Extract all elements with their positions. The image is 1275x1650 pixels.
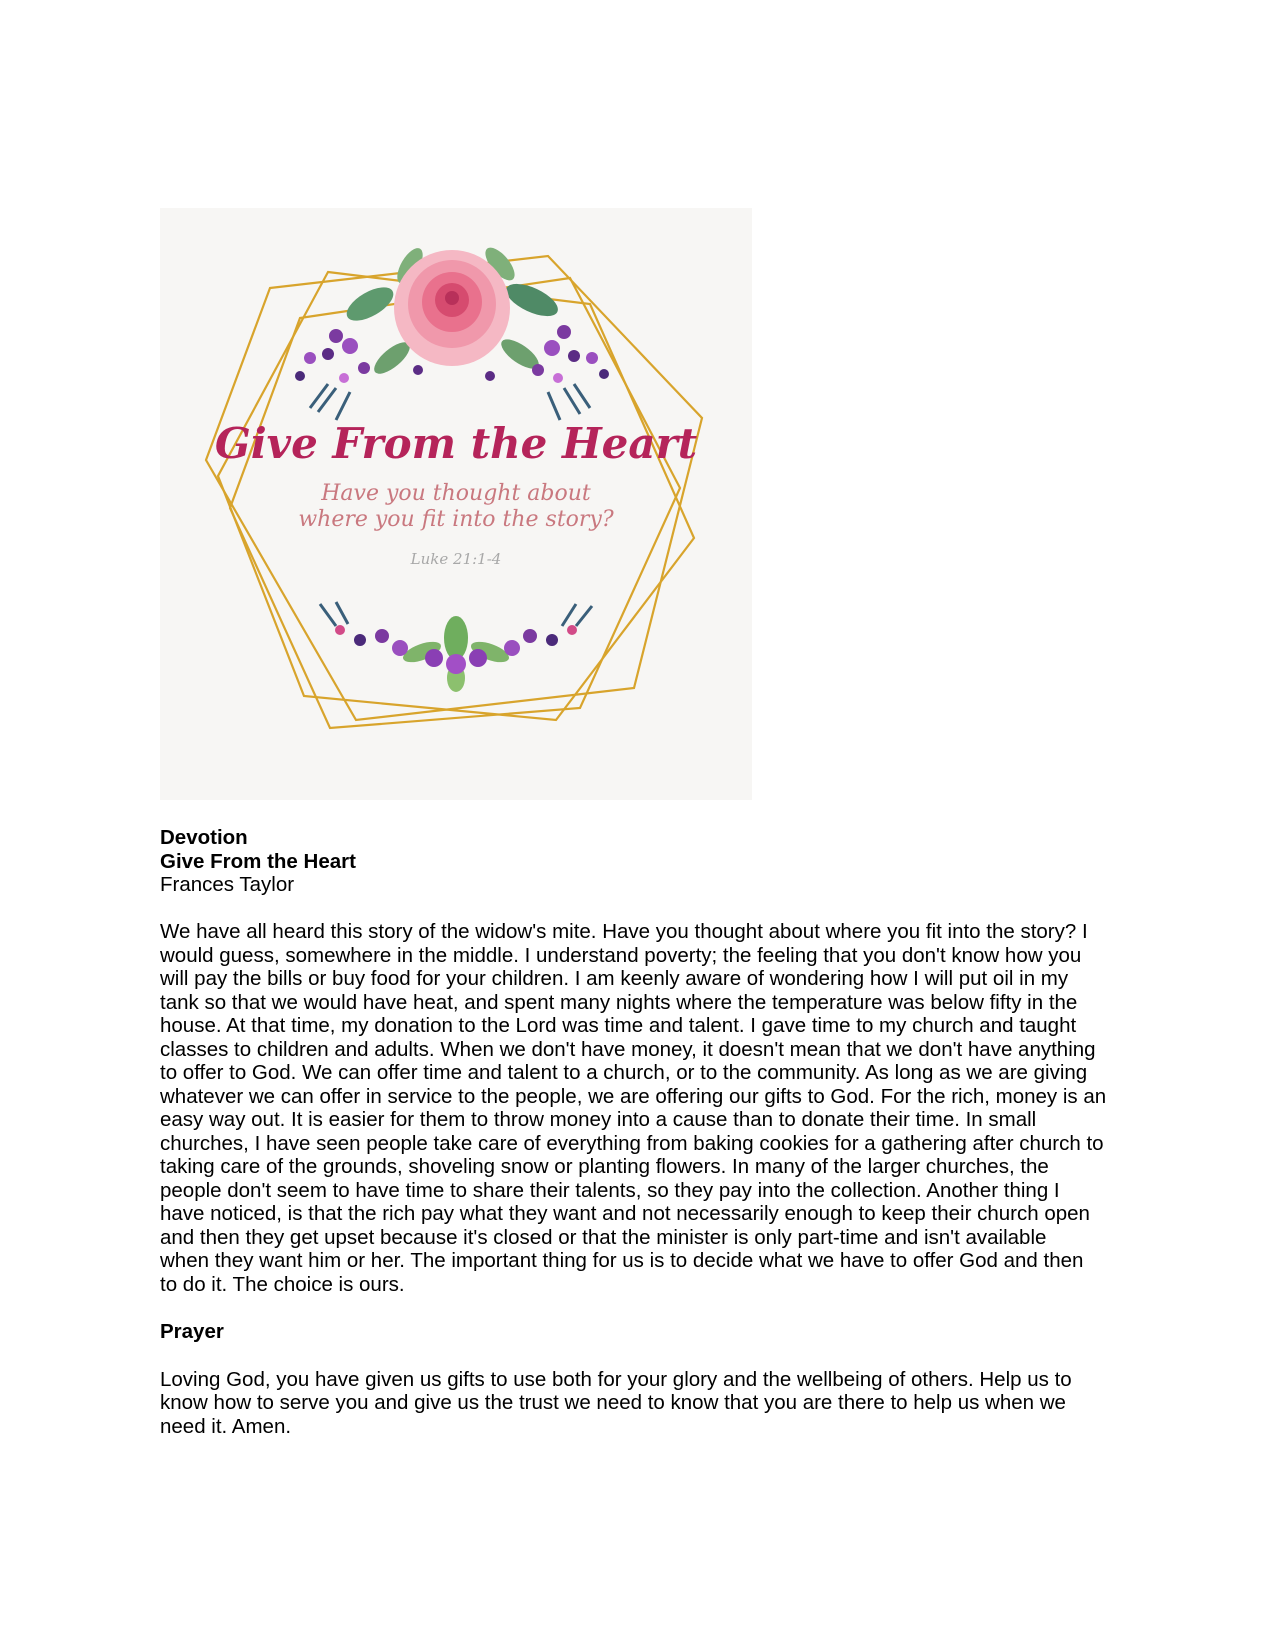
body-line: will pay the bills or buy food for your children. I am keenly aware of wondering how I will put oil in my — [160, 967, 1069, 990]
body-line: would guess, somewhere in the middle. I understand poverty; the feeling that you don't know how you — [160, 943, 1082, 967]
body-line: easy way out. It is easier for them to throw money into a cause than to donate their time. In small — [160, 1108, 1037, 1131]
graphic-subtitle-line2: where you fit into the story? — [298, 507, 614, 532]
body-line: people don't seem to have time to share their talents, so they pay into the collection. Another thing I — [160, 1178, 1060, 1202]
body-line: to do it. The choice is ours. — [160, 1272, 405, 1296]
prayer-line: know how to serve you and give us the trust we need to know that you are there to help us when we — [160, 1391, 1066, 1414]
body-line: taking care of the grounds, shoveling snow or planting flowers. In many of the larger churches, the — [160, 1155, 1049, 1178]
devotion-text — [160, 826, 1120, 1438]
body-line: house. At that time, my donation to the Lord was time and talent. I gave time to my church and taught — [160, 1014, 1077, 1037]
prayer-line: need it. Amen. — [160, 1414, 292, 1438]
devotion-body — [160, 920, 1120, 1296]
graphic-scripture-reference: Luke 21:1-4 — [410, 550, 502, 568]
bottom-flower-cluster — [320, 602, 592, 692]
body-line: to offer to God. We can offer time and talent to a church, or to the community. As long as we are giving — [160, 1061, 1088, 1084]
body-line: churches, I have seen people take care of everything from baking cookies for a gathering after church to — [160, 1131, 1104, 1155]
devotion-graphic — [160, 208, 752, 800]
body-line: classes to children and adults. When we don't have money, it doesn't mean that we don't have anything — [160, 1037, 1096, 1061]
prayer-body — [160, 1368, 1120, 1439]
devotion-title: Give From the Heart — [160, 849, 356, 873]
prayer-line: Loving God, you have given us gifts to use both for your glory and the wellbeing of others. Help us to — [160, 1367, 1072, 1391]
graphic-subtitle-line1: Have you thought about — [321, 481, 591, 506]
graphic-title: Give From the Heart — [214, 419, 698, 468]
body-line: whatever we can offer in service to the people, we are offering our gifts to God. For the rich, money is an — [160, 1084, 1107, 1108]
body-line: tank so that we would have heat, and spent many nights where the temperature was below fifty in the — [160, 990, 1078, 1014]
body-line: We have all heard this story of the widow's mite. Have you thought about where you fit into the story? I — [160, 920, 1088, 943]
prayer-label: Prayer — [160, 1320, 224, 1343]
body-line: have noticed, is that the rich pay what they want and not necessarily enough to keep their church open — [160, 1202, 1090, 1225]
devotion-author: Frances Taylor — [160, 873, 295, 896]
devotion-label: Devotion — [160, 826, 248, 849]
body-line: and then they get upset because it's closed or that the minister is only part-time and isn't available — [160, 1225, 1047, 1249]
body-line: when they want him or her. The important thing for us is to decide what we have to offer God and then — [160, 1249, 1084, 1272]
floral-frame-illustration — [160, 208, 752, 800]
